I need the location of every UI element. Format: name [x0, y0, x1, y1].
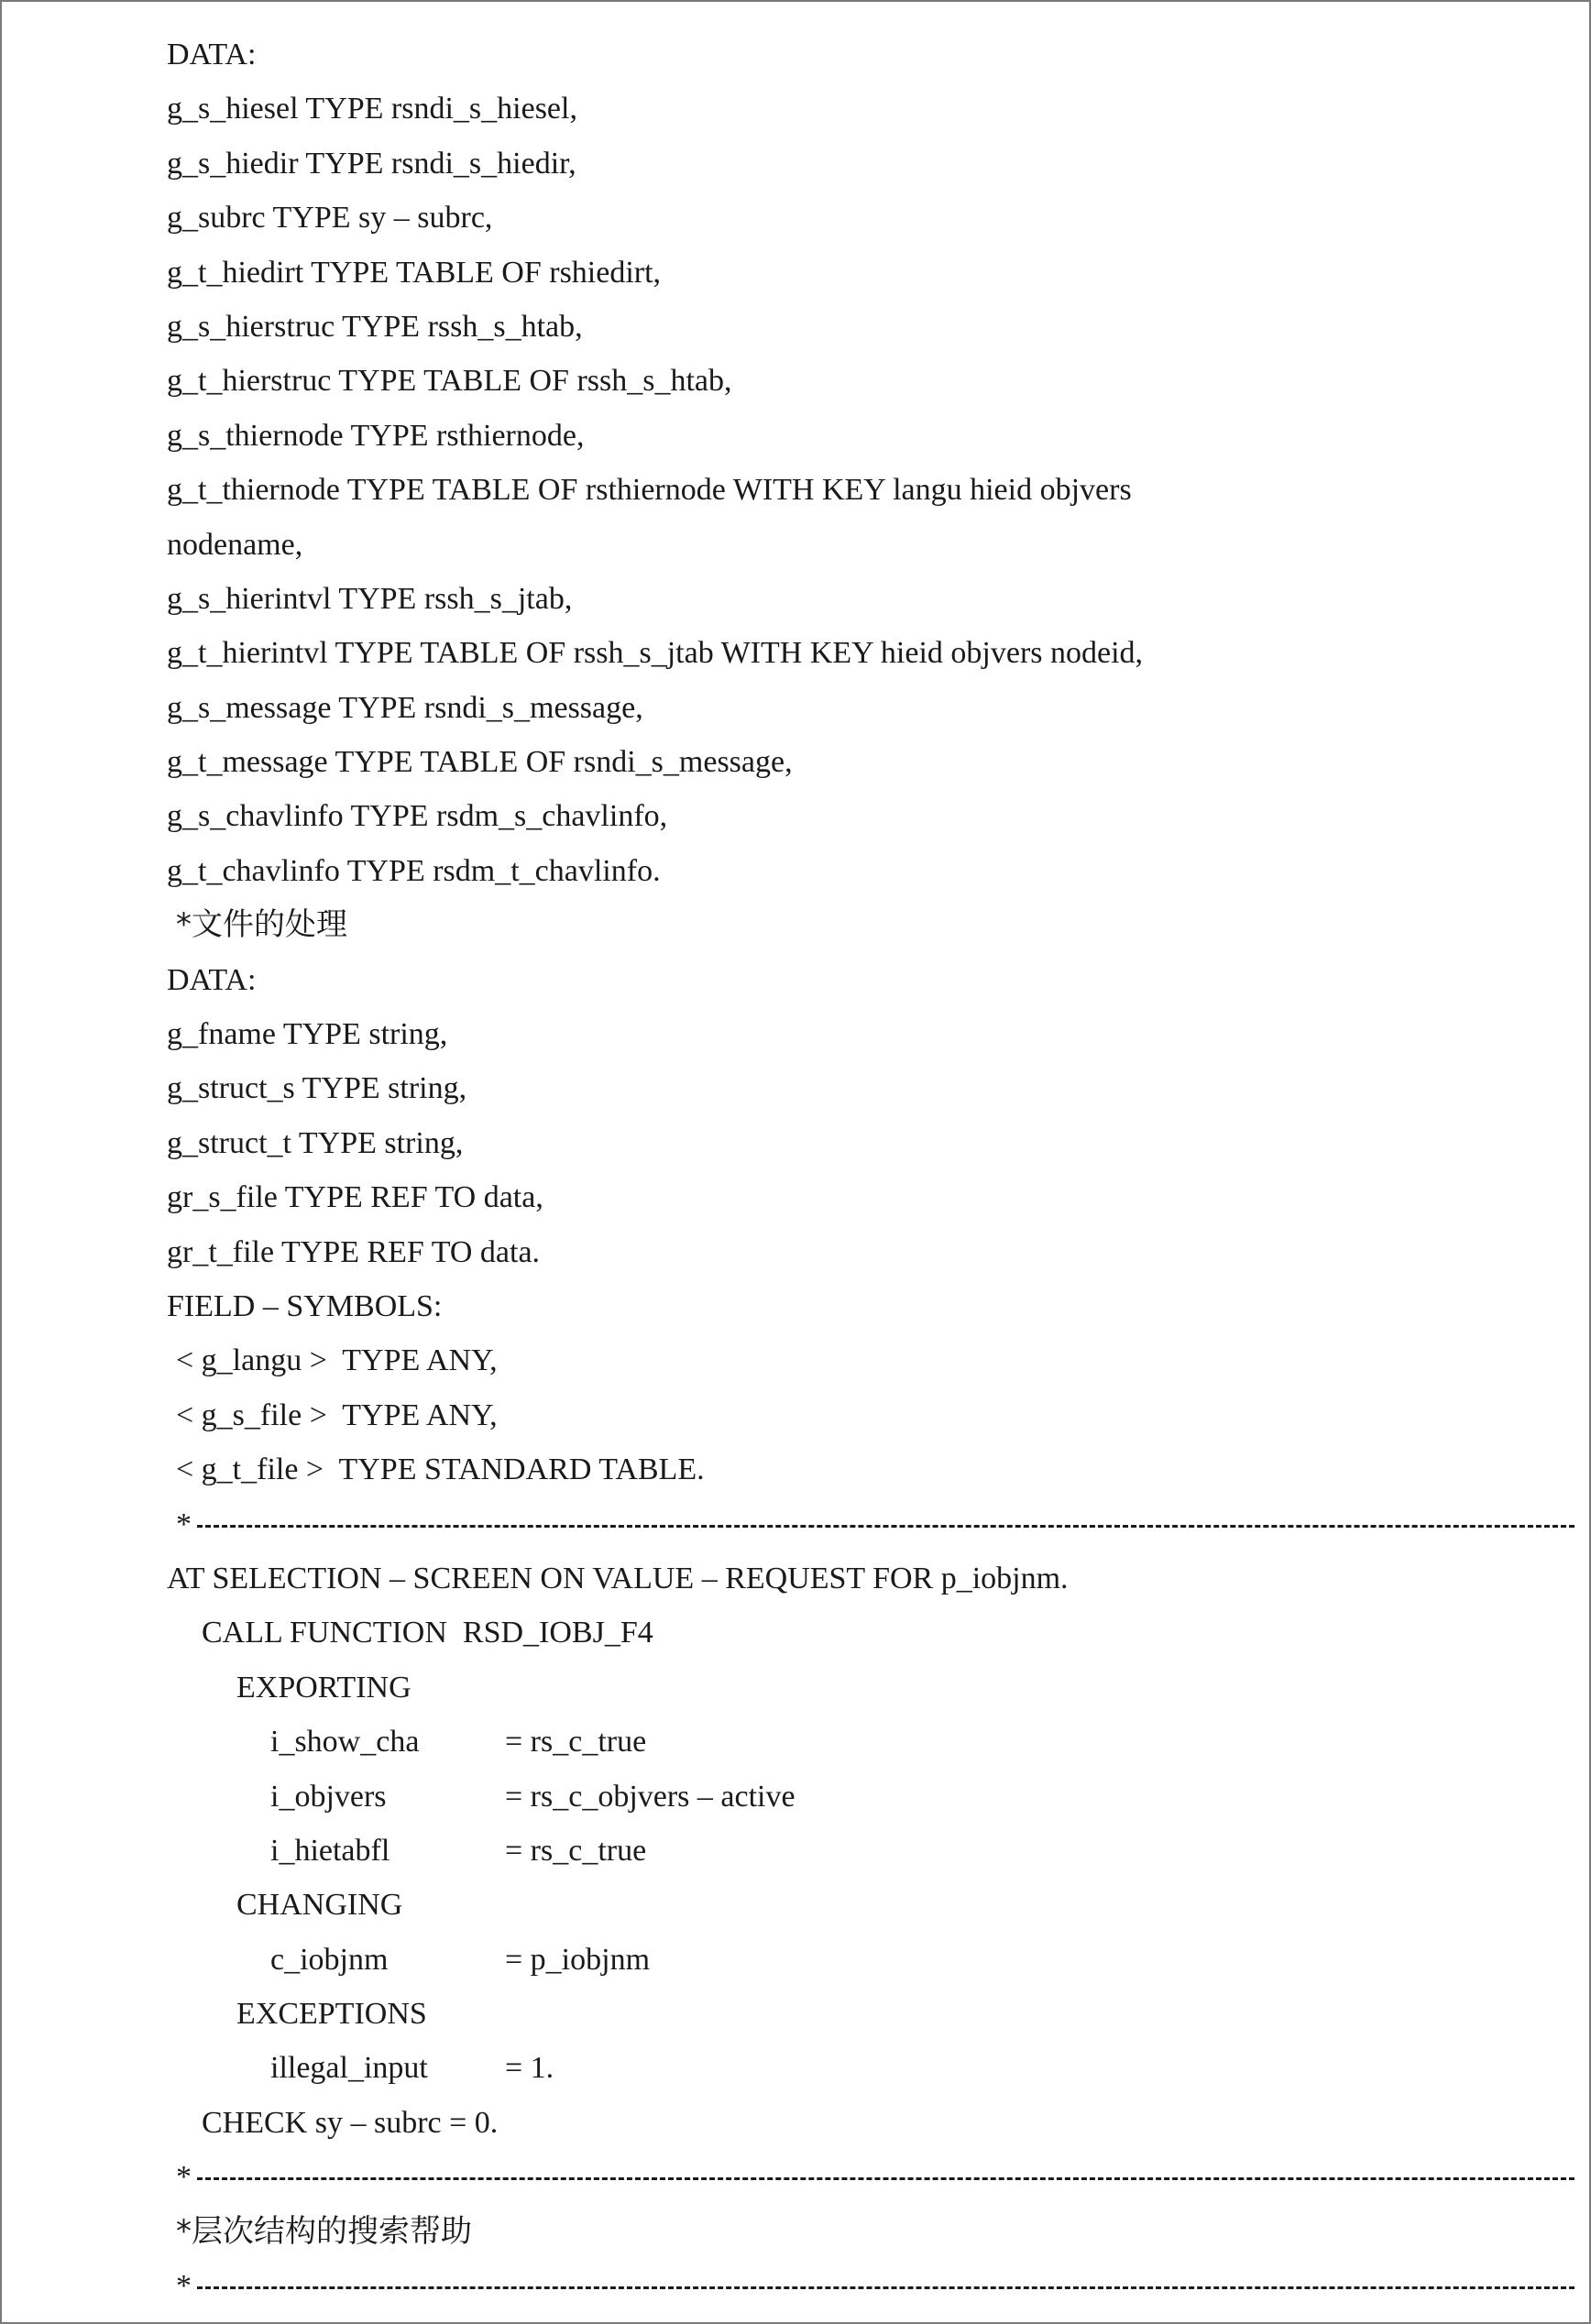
separator-comment — [176, 1497, 1575, 1551]
code-listing — [167, 27, 1575, 2313]
code-line: DATA: — [167, 962, 257, 997]
code-line: g_fname TYPE string, — [167, 1017, 448, 1052]
code-line: g_t_hierstruc TYPE TABLE OF rssh_s_htab, — [167, 364, 732, 399]
code-line: g_t_thiernode TYPE TABLE OF rsthiernode WITH KEY langu hieid objvers — [167, 473, 1132, 508]
parameter-value: = 1. — [505, 2051, 554, 2086]
parameter-value: = p_iobjnm — [505, 1942, 651, 1977]
code-line: g_s_hierstruc TYPE rssh_s_htab, — [167, 309, 583, 344]
dashed-rule — [197, 1525, 1575, 1528]
code-line: EXCEPTIONS — [236, 1997, 427, 2032]
parameter-line — [270, 1715, 1575, 1769]
code-line: < g_s_file > TYPE ANY, — [176, 1398, 498, 1432]
code-line: < g_langu > TYPE ANY, — [176, 1343, 498, 1378]
parameter-line — [270, 2041, 1575, 2095]
dashed-rule — [197, 2177, 1575, 2180]
code-line: EXPORTING — [236, 1670, 411, 1705]
code-line: g_t_message TYPE TABLE OF rsndi_s_message, — [167, 745, 793, 780]
parameter-name: i_hietabfl — [270, 1833, 390, 1868]
parameter-value: = rs_c_objvers – active — [505, 1779, 796, 1814]
code-line: g_struct_t TYPE string, — [167, 1125, 464, 1160]
parameter-name: i_show_cha — [270, 1725, 420, 1759]
separator-comment — [176, 2150, 1575, 2204]
parameter-name: c_iobjnm — [270, 1942, 389, 1977]
parameter-line — [270, 1824, 1575, 1878]
code-line: gr_s_file TYPE REF TO data, — [167, 1180, 543, 1215]
code-line: g_s_thiernode TYPE rsthiernode, — [167, 418, 585, 453]
code-line: g_subrc TYPE sy – subrc, — [167, 201, 493, 236]
code-line: gr_t_file TYPE REF TO data. — [167, 1234, 541, 1269]
comment-line: *层次结构的搜索帮助 — [176, 2212, 472, 2250]
code-line: g_t_hiedirt TYPE TABLE OF rshiedirt, — [167, 255, 662, 290]
code-line: nodename, — [167, 527, 303, 562]
code-line: g_s_message TYPE rsndi_s_message, — [167, 690, 643, 725]
parameter-name: i_objvers — [270, 1779, 387, 1814]
code-line: g_t_chavlinfo TYPE rsdm_t_chavlinfo. — [167, 853, 661, 888]
code-line: g_s_hiedir TYPE rsndi_s_hiedir, — [167, 146, 576, 181]
code-line: g_s_chavlinfo TYPE rsdm_s_chavlinfo, — [167, 799, 668, 834]
code-line: AT SELECTION – SCREEN ON VALUE – REQUEST FOR p_iobjnm. — [167, 1561, 1069, 1595]
code-line: g_t_hierintvl TYPE TABLE OF rssh_s_jtab WITH KEY hieid objvers nodeid, — [167, 636, 1144, 671]
comment-star: * — [176, 2269, 192, 2304]
code-line: CHANGING — [236, 1888, 403, 1923]
code-line: CHECK sy – subrc = 0. — [202, 2105, 499, 2140]
separator-comment — [176, 2259, 1575, 2313]
code-line: g_s_hiesel TYPE rsndi_s_hiesel, — [167, 92, 577, 126]
code-line: FIELD – SYMBOLS: — [167, 1288, 443, 1323]
code-line: < g_t_file > TYPE STANDARD TABLE. — [176, 1452, 705, 1487]
comment-line: *文件的处理 — [176, 906, 347, 944]
dashed-rule — [197, 2286, 1575, 2289]
comment-star: * — [176, 2160, 192, 2195]
parameter-line — [270, 1933, 1575, 1987]
parameter-name: illegal_input — [270, 2051, 428, 2086]
parameter-line — [270, 1770, 1575, 1824]
code-line: g_s_hierintvl TYPE rssh_s_jtab, — [167, 581, 573, 616]
parameter-value: = rs_c_true — [505, 1725, 647, 1759]
code-line: g_struct_s TYPE string, — [167, 1071, 467, 1106]
comment-star: * — [176, 1507, 192, 1541]
code-line: DATA: — [167, 38, 257, 71]
code-line: CALL FUNCTION RSD_IOBJ_F4 — [202, 1616, 653, 1650]
parameter-value: = rs_c_true — [505, 1833, 647, 1868]
